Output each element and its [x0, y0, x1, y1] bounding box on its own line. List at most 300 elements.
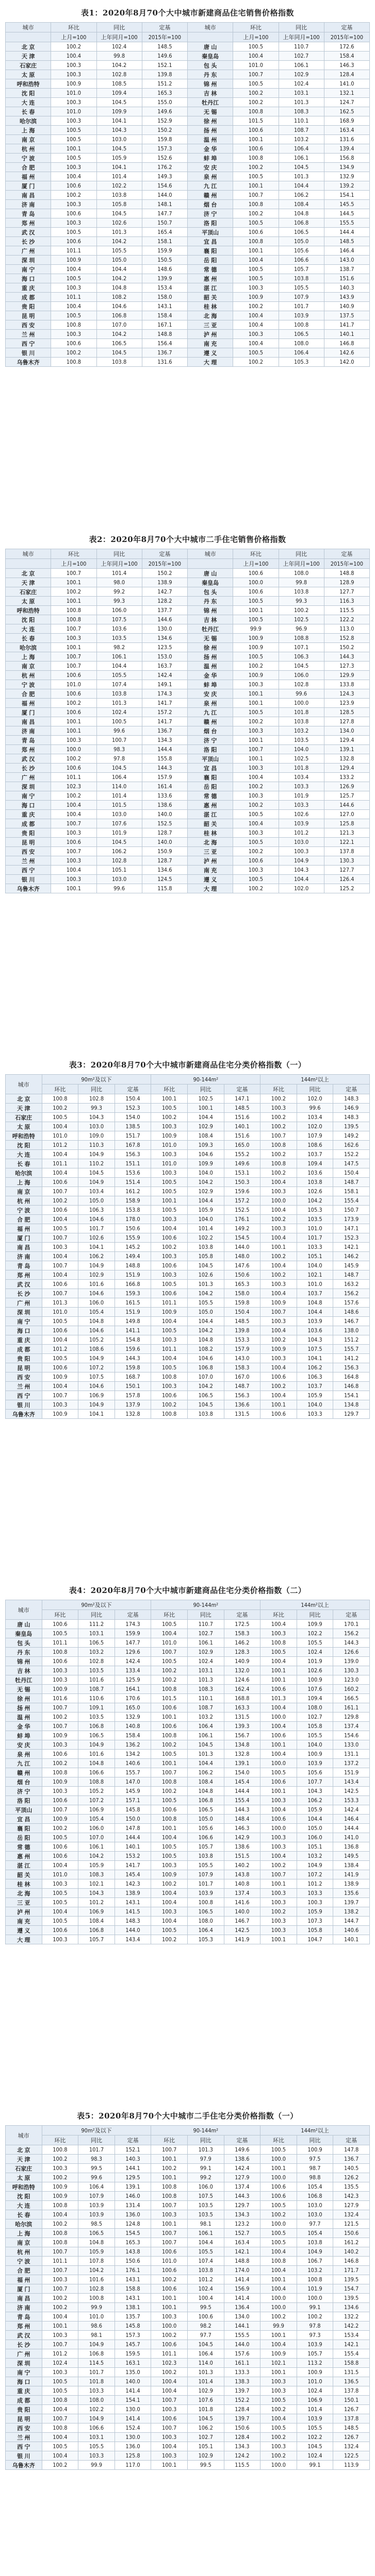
table-row: [6, 2164, 370, 2173]
value-cell: 146.4: [324, 246, 369, 256]
city-cell: 襄 阳: [6, 1824, 42, 1833]
value-cell: 148.1: [142, 200, 187, 209]
value-cell: 104.6: [78, 1382, 115, 1391]
value-cell: 139.2: [324, 181, 369, 191]
value-cell: 162.6: [333, 1141, 370, 1150]
city-cell: 南 充: [188, 339, 233, 348]
value-cell: 100.9: [42, 1777, 78, 1787]
value-cell: 100.0: [51, 745, 96, 754]
value-cell: 114.5: [78, 2359, 115, 2368]
value-cell: 102.5: [279, 615, 324, 624]
value-cell: 159.3: [115, 1289, 151, 1298]
value-cell: 100.4: [51, 801, 96, 810]
value-cell: 100.4: [51, 810, 96, 819]
value-cell: 100.3: [233, 866, 279, 875]
city-cell: 洛 阳: [6, 1796, 42, 1805]
value-cell: 141.4: [224, 2275, 260, 2284]
value-cell: 106.3: [78, 1206, 115, 1215]
value-cell: 103.5: [96, 634, 142, 643]
value-cell: 100.6: [260, 2192, 297, 2201]
value-cell: 151.6: [224, 1131, 260, 1141]
value-cell: 134.6: [333, 2303, 370, 2312]
value-cell: 104.9: [279, 856, 324, 866]
city-cell: 长 沙: [6, 2340, 42, 2349]
value-cell: 106.1: [78, 1842, 115, 1852]
value-cell: 134.6: [142, 866, 187, 875]
value-cell: 103.2: [297, 2266, 333, 2275]
value-cell: 103.9: [297, 2340, 333, 2349]
value-cell: 110.3: [78, 1141, 115, 1150]
value-cell: 139.9: [142, 274, 187, 283]
value-cell: 162.4: [224, 1685, 260, 1694]
value-cell: 140.9: [324, 302, 369, 311]
value-cell: 100.8: [260, 2257, 297, 2266]
table-row: [6, 1224, 370, 1233]
table-row: [6, 2461, 370, 2470]
value-cell: 101.4: [187, 1224, 224, 1233]
value-cell: 104.4: [187, 1196, 224, 1206]
city-cell: 九 江: [188, 708, 233, 717]
value-cell: 124.7: [324, 98, 369, 107]
value-cell: 100.4: [151, 1224, 188, 1233]
value-cell: 106.1: [187, 1638, 224, 1648]
value-cell: 101.4: [297, 2405, 333, 2414]
value-cell: 144.0: [115, 1926, 151, 1935]
value-cell: 156.4: [142, 339, 187, 348]
value-cell: 100.5: [233, 875, 279, 884]
value-cell: 138.3: [224, 2377, 260, 2386]
value-cell: 100.5: [51, 311, 96, 320]
table-row: [6, 1345, 370, 1354]
table-row: [6, 745, 370, 754]
value-cell: 100.8: [151, 1731, 188, 1740]
value-cell: 156.2: [333, 1289, 370, 1298]
value-cell: 109.4: [96, 89, 142, 98]
value-cell: 104.9: [297, 2247, 333, 2257]
value-cell: 100.9: [151, 1131, 188, 1141]
table-row: [6, 1168, 370, 1178]
table-row: [6, 2312, 370, 2321]
value-cell: 103.3: [279, 801, 324, 810]
value-cell: 103.6: [96, 624, 142, 634]
value-cell: 101.3: [42, 1298, 78, 1308]
value-cell: 100.3: [260, 1104, 297, 1113]
table-row: [6, 1879, 370, 1889]
value-cell: 100.3: [51, 283, 96, 293]
value-cell: 105.6: [279, 246, 324, 256]
table-row: [6, 126, 370, 135]
value-cell: 134.2: [115, 1750, 151, 1759]
value-cell: 100.8: [51, 358, 96, 367]
table3-subheader-8: 同比: [297, 1084, 333, 1094]
table-row: [6, 1787, 370, 1796]
value-cell: 138.9: [115, 1889, 151, 1898]
value-cell: 152.5: [142, 819, 187, 828]
table-row: [6, 1382, 370, 1391]
city-cell: 福 州: [6, 1224, 42, 1233]
value-cell: 107.5: [187, 2192, 224, 2201]
table5-subheader-9: 定基: [333, 2136, 370, 2145]
value-cell: 137.2: [333, 1759, 370, 1768]
value-cell: 139.4: [324, 144, 369, 154]
value-cell: 105.9: [187, 1206, 224, 1215]
value-cell: 100.1: [260, 1740, 297, 1750]
value-cell: 100.5: [151, 1926, 188, 1935]
value-cell: 106.6: [187, 1833, 224, 1842]
city-cell: 岳 阳: [6, 1833, 42, 1842]
table-row: [6, 1400, 370, 1410]
city-cell: 西 宁: [6, 866, 51, 875]
value-cell: 104.1: [78, 1410, 115, 1419]
table-row: [6, 2294, 370, 2303]
value-cell: 150.4: [115, 1094, 151, 1104]
value-cell: 137.7: [142, 606, 187, 615]
value-cell: 103.7: [297, 1289, 333, 1298]
value-cell: 100.1: [233, 754, 279, 764]
value-cell: 100.9: [260, 1345, 297, 1354]
city-cell: 兰 州: [6, 2433, 42, 2442]
table-row: [6, 689, 370, 699]
value-cell: 104.3: [96, 126, 142, 135]
value-cell: 127.0: [324, 810, 369, 819]
value-cell: 140.3: [115, 2155, 151, 2164]
value-cell: 108.8: [78, 1777, 115, 1787]
value-cell: 100.3: [51, 61, 96, 70]
value-cell: 107.8: [78, 2257, 115, 2266]
city-cell: 长 春: [6, 1159, 42, 1168]
table-row: [6, 283, 370, 293]
value-cell: 100.7: [42, 2247, 78, 2257]
table5-subheader-4: 环比: [151, 2136, 188, 2145]
value-cell: 101.4: [96, 791, 142, 801]
value-cell: 99.6: [96, 884, 142, 893]
table-row: [6, 1215, 370, 1224]
value-cell: 100.5: [51, 228, 96, 237]
value-cell: 100.2: [260, 2405, 297, 2414]
value-cell: 100.2: [279, 606, 324, 615]
value-cell: 100.3: [151, 1122, 188, 1131]
value-cell: 104.1: [96, 116, 142, 126]
value-cell: 100.2: [42, 2303, 78, 2312]
value-cell: 156.3: [115, 1150, 151, 1159]
value-cell: 100.2: [260, 1150, 297, 1159]
city-cell: 秦皇岛: [6, 1629, 42, 1638]
value-cell: 137.4: [333, 1722, 370, 1731]
value-cell: 176.1: [115, 2266, 151, 2275]
value-cell: 100.8: [42, 2238, 78, 2247]
value-cell: 100.5: [260, 2145, 297, 2155]
value-cell: 100.2: [233, 358, 279, 367]
value-cell: 100.6: [42, 1620, 78, 1629]
city-cell: 宜 昌: [188, 237, 233, 246]
value-cell: 105.8: [96, 200, 142, 209]
value-cell: 165.0: [115, 1703, 151, 1713]
value-cell: 158.4: [142, 311, 187, 320]
table-row: [6, 1122, 370, 1131]
value-cell: 100.5: [233, 265, 279, 274]
city-cell: 襄 阳: [188, 773, 233, 782]
value-cell: 101.8: [279, 708, 324, 717]
value-cell: 130.3: [324, 856, 369, 866]
value-cell: 155.4: [224, 1796, 260, 1805]
value-cell: 159.6: [115, 1345, 151, 1354]
value-cell: 138.6: [224, 2155, 260, 2164]
table5-group-header-4: 90-144m²: [151, 2126, 260, 2136]
value-cell: 106.8: [78, 1722, 115, 1731]
table-row: [6, 1094, 370, 1104]
city-cell: 成 都: [6, 819, 51, 828]
value-cell: 106.4: [187, 1926, 224, 1935]
table-row: [6, 2349, 370, 2359]
value-cell: 146.8: [333, 1382, 370, 1391]
table-row: [6, 2368, 370, 2377]
value-cell: 101.3: [260, 1694, 297, 1703]
value-cell: 100.4: [151, 1354, 188, 1363]
value-cell: 148.8: [324, 569, 369, 578]
value-cell: 104.2: [187, 1326, 224, 1335]
table-row: [6, 2321, 370, 2331]
value-cell: 157.6: [224, 2349, 260, 2359]
value-cell: 100.4: [51, 866, 96, 875]
value-cell: 100.1: [151, 2294, 188, 2303]
value-cell: 157.9: [142, 773, 187, 782]
value-cell: 100.6: [42, 1842, 78, 1852]
city-cell: 合 肥: [6, 2266, 42, 2275]
value-cell: 100.5: [51, 154, 96, 163]
value-cell: 100.3: [42, 1666, 78, 1675]
value-cell: 115.8: [142, 884, 187, 893]
value-cell: 105.5: [187, 1861, 224, 1870]
table-row: [6, 699, 370, 708]
value-cell: 100.1: [151, 2303, 188, 2312]
value-cell: 100.6: [51, 181, 96, 191]
table-row: [6, 810, 370, 819]
value-cell: 101.3: [279, 172, 324, 181]
value-cell: 140.8: [224, 1879, 260, 1889]
value-cell: 100.5: [42, 1833, 78, 1842]
city-cell: 南 宁: [6, 791, 51, 801]
value-cell: 100.9: [233, 643, 279, 652]
value-cell: 100.6: [151, 2266, 188, 2275]
value-cell: 100.1: [151, 2461, 188, 2470]
table2-header-2: 同比: [96, 549, 142, 559]
value-cell: 99.9: [78, 2461, 115, 2470]
city-cell: 太 原: [6, 2173, 42, 2182]
city-cell: 南 昌: [6, 1243, 42, 1252]
value-cell: 102.4: [297, 2451, 333, 2461]
value-cell: 106.1: [96, 652, 142, 662]
table-row: [6, 42, 370, 52]
value-cell: 105.5: [96, 671, 142, 680]
value-cell: 104.2: [297, 1196, 333, 1206]
value-cell: 102.4: [96, 708, 142, 717]
city-cell: 昆 明: [6, 311, 51, 320]
value-cell: 100.4: [42, 2312, 78, 2321]
city-cell: 泸 州: [6, 1907, 42, 1917]
table-row: [6, 1713, 370, 1722]
value-cell: 101.3: [96, 699, 142, 708]
value-cell: 140.1: [224, 1122, 260, 1131]
value-cell: 100.1: [260, 1935, 297, 1944]
value-cell: 102.4: [297, 1648, 333, 1657]
value-cell: 106.8: [187, 1363, 224, 1372]
value-cell: 146.9: [333, 1104, 370, 1113]
value-cell: 105.0: [96, 256, 142, 265]
value-cell: 100.4: [42, 1252, 78, 1261]
table-row: [6, 52, 370, 61]
value-cell: 153.1: [224, 1168, 260, 1178]
table-row: [6, 135, 370, 144]
value-cell: 127.8: [324, 717, 369, 726]
value-cell: 150.6: [224, 2424, 260, 2433]
table1-header-6: 同比: [279, 23, 324, 32]
city-cell: 杭 州: [6, 671, 51, 680]
value-cell: 104.9: [78, 1354, 115, 1363]
value-cell: 142.4: [115, 1657, 151, 1666]
value-cell: 108.7: [187, 1703, 224, 1713]
table-row: [6, 643, 370, 652]
value-cell: 158.4: [324, 52, 369, 61]
table4-subheader-9: 定基: [333, 1610, 370, 1620]
value-cell: 106.4: [78, 2182, 115, 2192]
value-cell: 108.3: [279, 107, 324, 116]
value-cell: 100.8: [78, 2294, 115, 2303]
value-cell: 104.2: [96, 237, 142, 246]
value-cell: 124.3: [324, 689, 369, 699]
value-cell: 163.1: [115, 2359, 151, 2368]
value-cell: 148.0: [224, 1252, 260, 1261]
value-cell: 159.9: [115, 1629, 151, 1638]
value-cell: 147.1: [333, 1224, 370, 1233]
value-cell: 100.3: [233, 283, 279, 293]
table-row: [6, 662, 370, 671]
table-row: [6, 2386, 370, 2396]
value-cell: 178.0: [115, 1215, 151, 1224]
value-cell: 100.4: [42, 1150, 78, 1159]
value-cell: 100.6: [233, 144, 279, 154]
value-cell: 100.3: [51, 163, 96, 172]
value-cell: 100.2: [51, 42, 96, 52]
value-cell: 100.5: [233, 42, 279, 52]
value-cell: 100.5: [260, 1648, 297, 1657]
value-cell: 105.5: [187, 1298, 224, 1308]
value-cell: 126.7: [333, 2405, 370, 2414]
value-cell: 104.5: [187, 1400, 224, 1410]
city-cell: 重 庆: [6, 283, 51, 293]
value-cell: 100.8: [260, 1141, 297, 1150]
value-cell: 104.2: [187, 1178, 224, 1187]
value-cell: 100.2: [260, 1861, 297, 1870]
value-cell: 104.8: [297, 1298, 333, 1308]
value-cell: 105.9: [78, 2247, 115, 2257]
value-cell: 141.1: [115, 1326, 151, 1335]
value-cell: 102.3: [51, 782, 96, 791]
value-cell: 99.1: [297, 2303, 333, 2312]
value-cell: 152.1: [142, 61, 187, 70]
value-cell: 100.1: [151, 1094, 188, 1104]
city-cell: 厦 门: [6, 708, 51, 717]
value-cell: 129.4: [324, 736, 369, 745]
value-cell: 99.6: [297, 1104, 333, 1113]
value-cell: 100.6: [260, 1815, 297, 1824]
value-cell: 100.5: [42, 1113, 78, 1122]
table-row: [6, 1243, 370, 1252]
table-row: [6, 1666, 370, 1675]
value-cell: 143.8: [115, 2247, 151, 2257]
value-cell: 106.2: [297, 1796, 333, 1805]
value-cell: 100.3: [260, 1842, 297, 1852]
value-cell: 100.4: [42, 2451, 78, 2461]
value-cell: 151.2: [142, 79, 187, 89]
value-cell: 103.6: [297, 1168, 333, 1178]
value-cell: 148.6: [333, 1308, 370, 1317]
city-cell: 兰 州: [6, 1382, 42, 1391]
table-row: [6, 237, 370, 246]
value-cell: 100.4: [42, 1215, 78, 1224]
table4-group-header-1: 90m²及以下: [42, 1600, 151, 1610]
value-cell: 100.1: [260, 1879, 297, 1889]
value-cell: 150.2: [324, 643, 369, 652]
value-cell: 100.8: [42, 1768, 78, 1777]
value-cell: 155.4: [333, 2349, 370, 2359]
value-cell: 140.0: [142, 838, 187, 847]
value-cell: 100.0: [279, 699, 324, 708]
value-cell: 105.3: [297, 1206, 333, 1215]
value-cell: 100.9: [260, 1298, 297, 1308]
table2-header-3: 定基: [142, 549, 187, 559]
table1-block: [5, 4, 370, 367]
value-cell: 101.7: [297, 1233, 333, 1243]
value-cell: 130.0: [115, 2405, 151, 2414]
value-cell: 100.2: [151, 1113, 188, 1122]
value-cell: 100.3: [233, 330, 279, 339]
value-cell: 101.2: [42, 1141, 78, 1150]
value-cell: 100.4: [151, 1898, 188, 1907]
value-cell: 103.4: [78, 1187, 115, 1196]
value-cell: 100.2: [42, 1759, 78, 1768]
value-cell: 98.1: [187, 2219, 224, 2229]
table3-subheader-4: 环比: [151, 1084, 188, 1094]
city-cell: 赣 州: [6, 1768, 42, 1777]
city-cell: 杭 州: [6, 1196, 42, 1206]
value-cell: 148.4: [224, 1815, 260, 1824]
value-cell: 108.4: [187, 1777, 224, 1787]
value-cell: 100.9: [51, 256, 96, 265]
table-row: [6, 2247, 370, 2257]
value-cell: 161.1: [333, 1703, 370, 1713]
value-cell: 140.8: [115, 1722, 151, 1731]
value-cell: 108.4: [78, 1917, 115, 1926]
value-cell: 100.9: [297, 1750, 333, 1759]
value-cell: 102.4: [297, 2386, 333, 2396]
city-cell: 徐 州: [188, 116, 233, 126]
value-cell: 100.3: [42, 1243, 78, 1252]
city-cell: 襄 阳: [188, 246, 233, 256]
value-cell: 104.5: [78, 1168, 115, 1178]
city-cell: 济 南: [6, 2303, 42, 2312]
value-cell: 138.4: [333, 1861, 370, 1870]
value-cell: 152.6: [142, 154, 187, 163]
value-cell: 100.6: [260, 1777, 297, 1787]
value-cell: 102.8: [279, 680, 324, 689]
value-cell: 106.0: [187, 2182, 224, 2192]
value-cell: 150.6: [333, 2229, 370, 2238]
value-cell: 100.8: [51, 615, 96, 624]
value-cell: 100.5: [151, 1178, 188, 1187]
value-cell: 101.1: [51, 293, 96, 302]
value-cell: 100.4: [233, 52, 279, 61]
city-cell: 银 川: [6, 1400, 42, 1410]
